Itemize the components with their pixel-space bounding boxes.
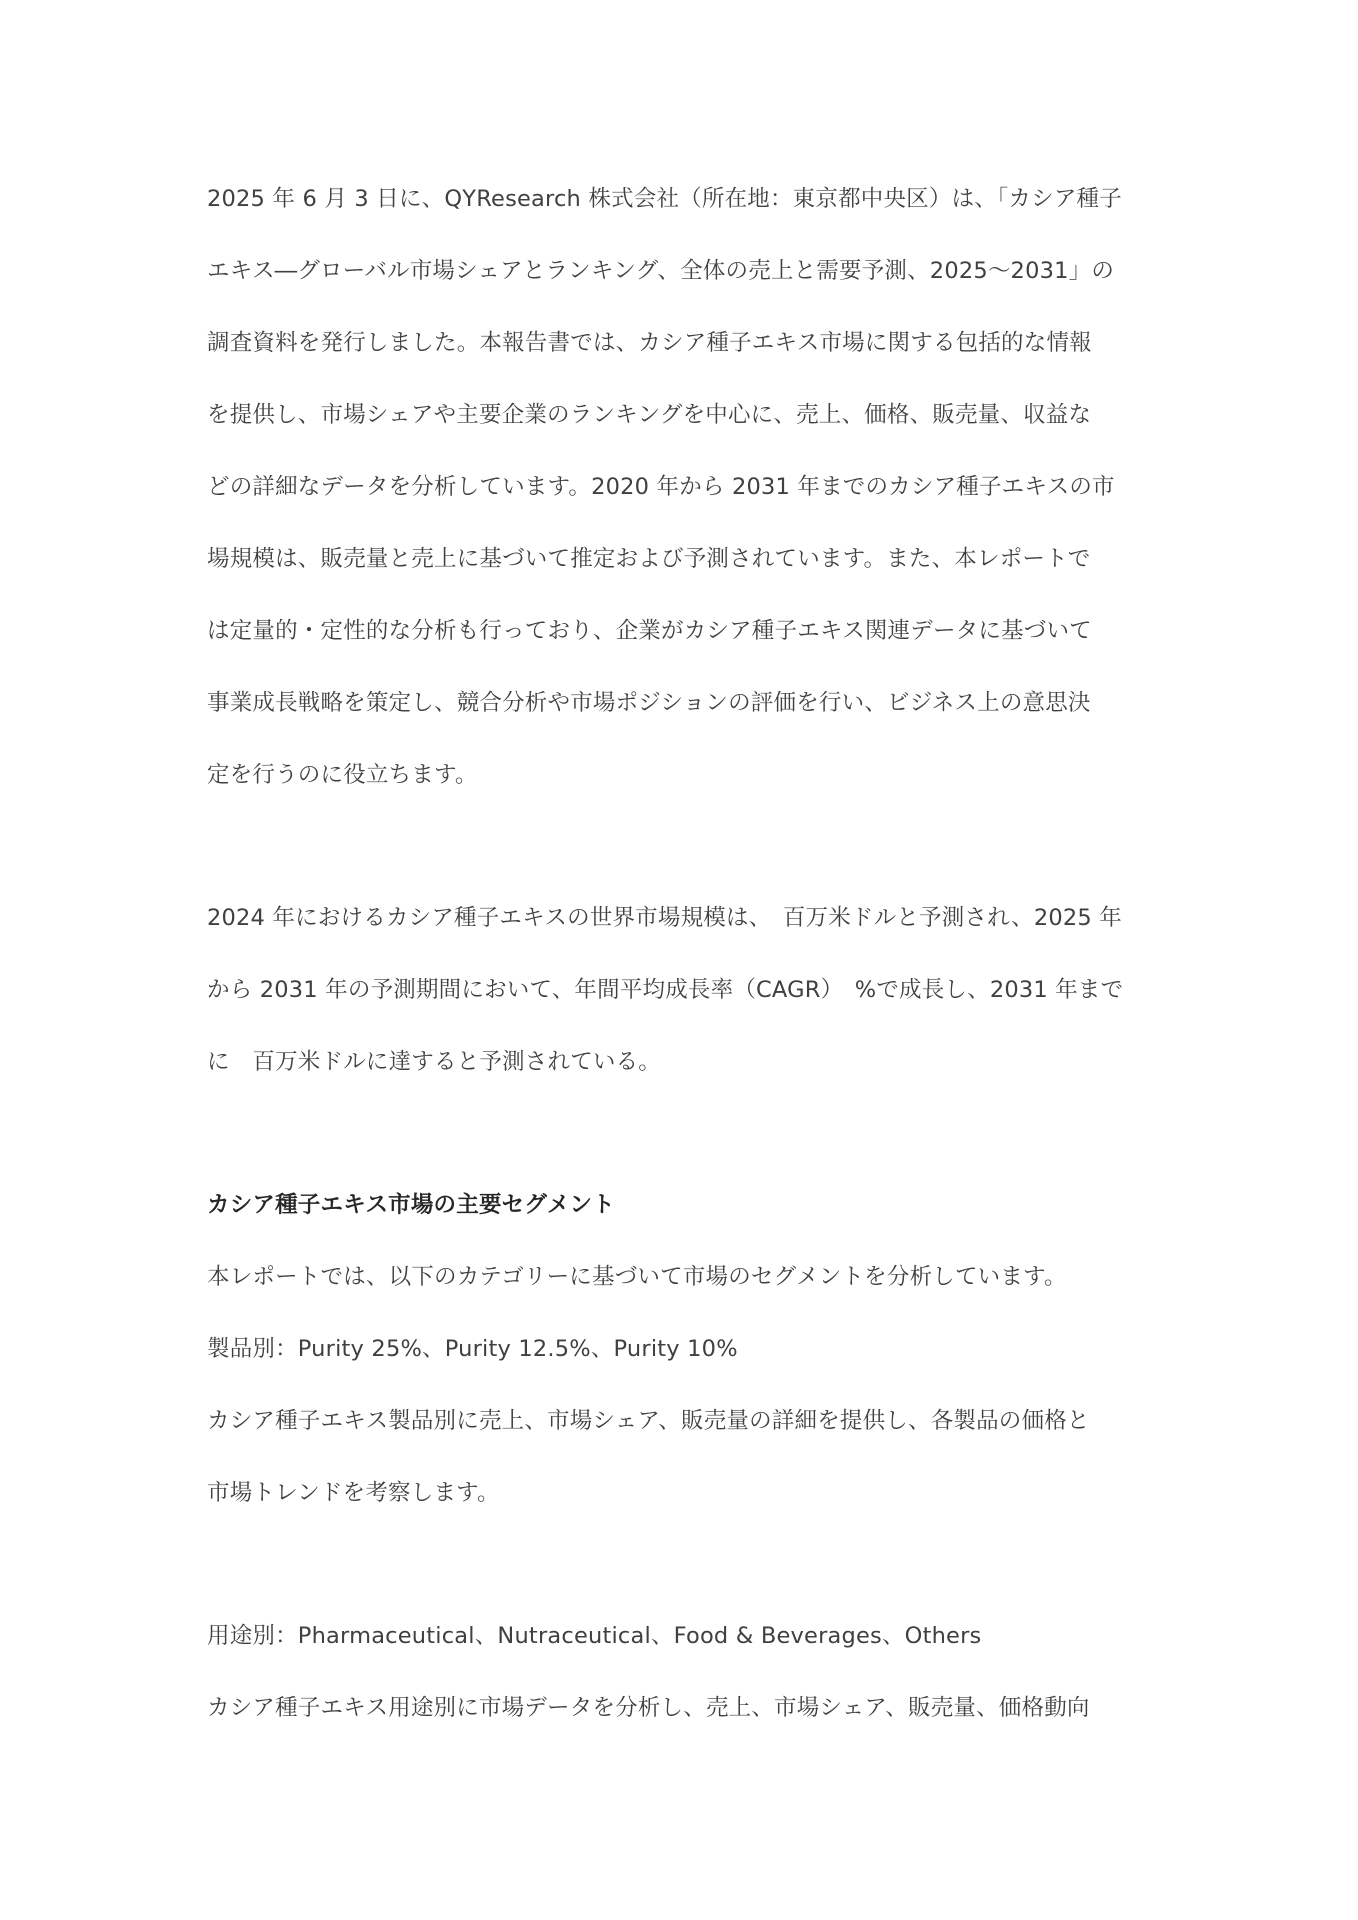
paragraph-line: 2025 年 6 月 3 日に、QYResearch 株式会社（所在地：東京都中央区）は、「カシア種子 <box>207 186 1122 212</box>
paragraph-line: に 百万米ドルに達すると予測されている。 <box>207 1049 662 1075</box>
paragraph-line: エキス―グローバル市場シェアとランキング、全体の売上と需要予測、2025～2031」の <box>207 258 1115 284</box>
application-segment: 用途別：Pharmaceutical、Nutraceutical、Food & Beverages、Others <box>207 1623 982 1649</box>
paragraph-line: を提供し、市場シェアや主要企業のランキングを中心に、売上、価格、販売量、収益な <box>207 402 1092 428</box>
paragraph-line: は定量的・定性的な分析も行っており、企業がカシア種子エキス関連データに基づいて <box>207 618 1092 644</box>
product-desc-line: カシア種子エキス製品別に売上、市場シェア、販売量の詳細を提供し、各製品の価格と <box>207 1408 1090 1434</box>
application-desc-line: カシア種子エキス用途別に市場データを分析し、売上、市場シェア、販売量、価格動向 <box>207 1695 1090 1721</box>
product-desc-line: 市場トレンドを考察します。 <box>207 1480 500 1506</box>
paragraph-line: 調査資料を発行しました。本報告書では、カシア種子エキス市場に関する包括的な情報 <box>207 330 1092 356</box>
paragraph-line: 定を行うのに役立ちます。 <box>207 762 478 788</box>
product-segment: 製品別：Purity 25%、Purity 12.5%、Purity 10% <box>207 1336 738 1362</box>
paragraph-line: 場規模は、販売量と売上に基づいて推定および予測されています。また、本レポートで <box>207 546 1091 572</box>
paragraph-line: から 2031 年の予測期間において、年間平均成長率（CAGR） %で成長し、2031 年まで <box>207 977 1124 1003</box>
paragraph-line: どの詳細なデータを分析しています。2020 年から 2031 年までのカシア種子エキスの市 <box>207 474 1115 500</box>
section-heading: カシア種子エキス市場の主要セグメント <box>207 1192 615 1218</box>
paragraph-line: 2024 年におけるカシア種子エキスの世界市場規模は、 百万米ドルと予測され、2025 年 <box>207 905 1122 931</box>
paragraph-line: 事業成長戦略を策定し、競合分析や市場ポジションの評価を行い、ビジネス上の意思決 <box>207 690 1091 716</box>
segments-intro: 本レポートでは、以下のカテゴリーに基づいて市場のセグメントを分析しています。 <box>207 1264 1067 1290</box>
